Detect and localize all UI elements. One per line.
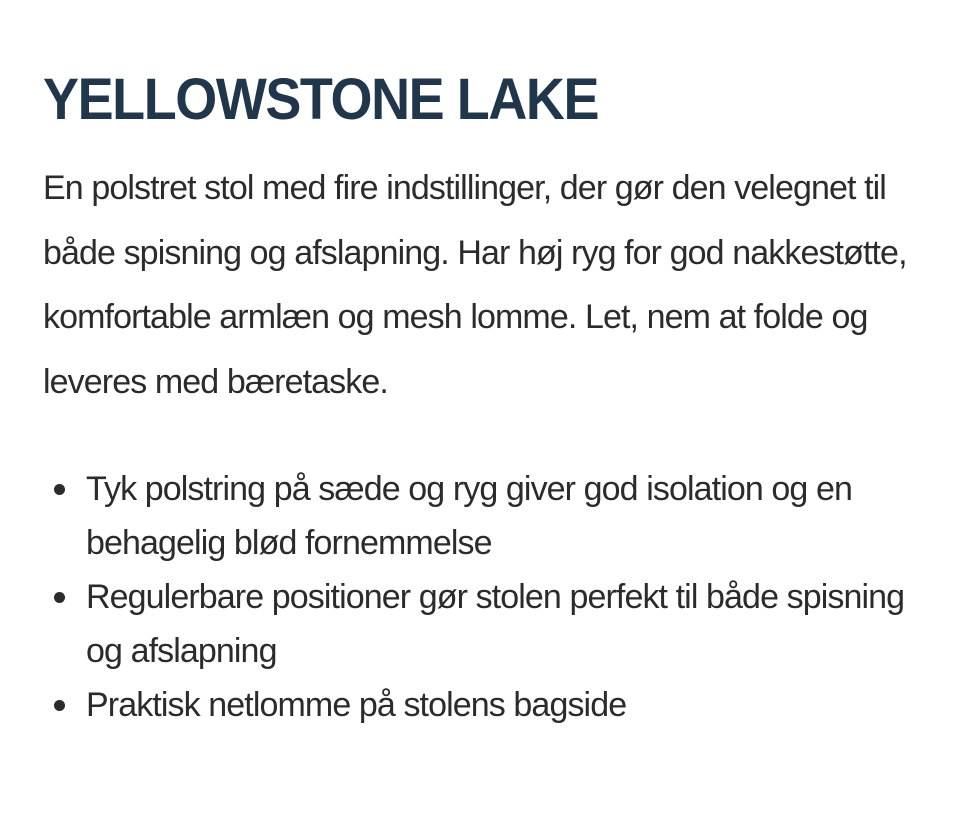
feature-item [43, 462, 926, 570]
feature-text: Praktisk netlomme på stolens bagside [86, 686, 627, 724]
product-description: En polstret stol med fire indstillinger, der gør den velegnet til både spisning og afslapning. Har høj ryg for god nakkestøtte, komfortable armlæn og mesh lomme. Let, nem at folde og leveres med bæretaske. [43, 169, 907, 401]
bullet-dot-icon [54, 484, 65, 495]
feature-list [43, 462, 933, 732]
bullet-dot-icon [54, 700, 65, 711]
feature-text: Tyk polstring på sæde og ryg giver god isolation og en behagelig blød fornemmelse [86, 470, 852, 562]
feature-text: Regulerbare positioner gør stolen perfekt til både spisning og afslapning [86, 578, 905, 670]
bullet-dot-icon [54, 592, 65, 603]
feature-item [43, 570, 926, 678]
feature-item [43, 678, 926, 732]
product-description-section [43, 64, 933, 732]
product-title: YELLOWSTONE LAKE [43, 67, 599, 132]
